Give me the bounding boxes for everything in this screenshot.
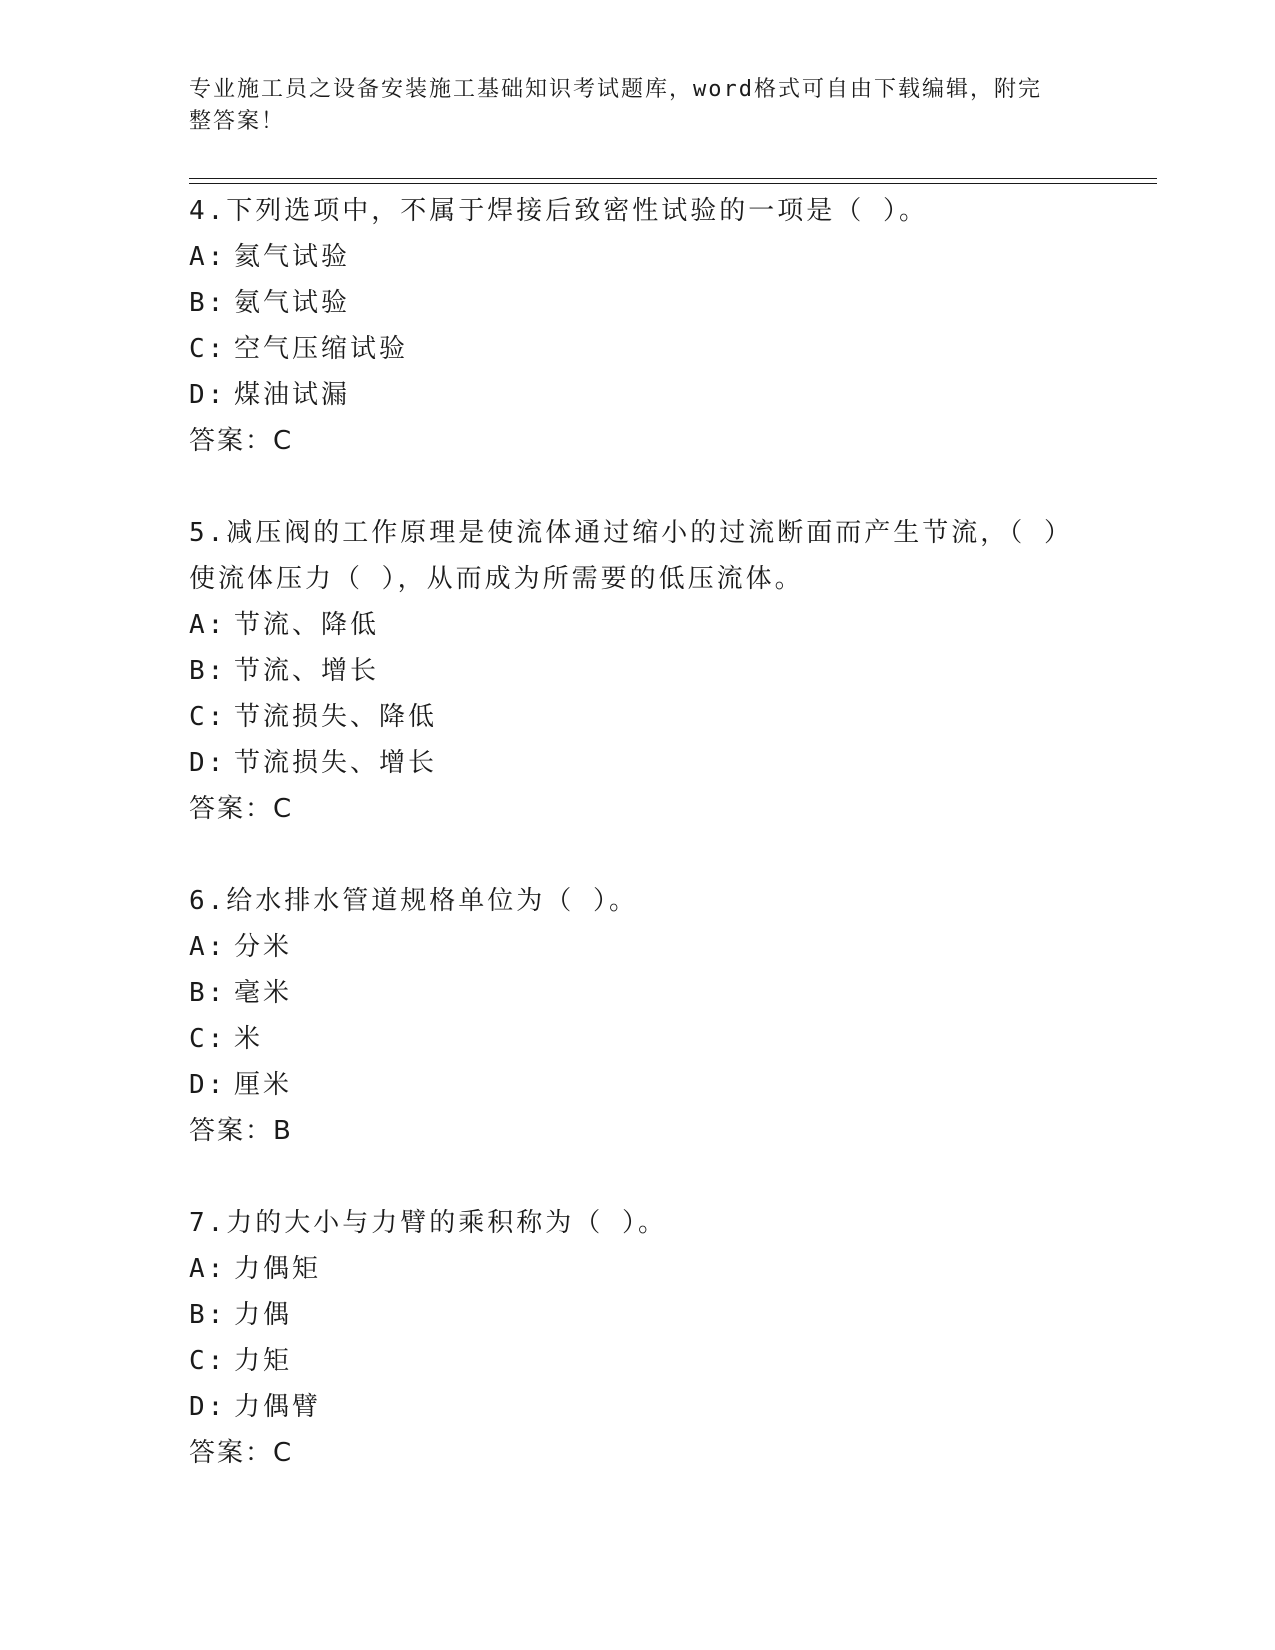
option-letter: A:	[189, 242, 227, 272]
question-text: 6.给水排水管道规格单位为（ ）。	[189, 886, 638, 916]
option-letter: B:	[189, 1300, 227, 1330]
option-text: 厘米	[234, 1070, 293, 1100]
option-b	[189, 1292, 1089, 1338]
answer-line	[189, 1108, 1089, 1154]
question-6	[189, 878, 1089, 1154]
answer-value: B	[273, 1116, 292, 1146]
question-5	[189, 510, 1089, 832]
option-d	[189, 372, 1089, 418]
option-a	[189, 234, 1089, 280]
option-text: 米	[234, 1024, 264, 1054]
option-text: 毫米	[234, 978, 293, 1008]
question-7	[189, 1200, 1089, 1476]
option-a	[189, 1246, 1089, 1292]
option-letter: B:	[189, 288, 227, 318]
question-4	[189, 188, 1089, 464]
header-divider-bottom	[189, 183, 1157, 184]
option-c	[189, 694, 1089, 740]
option-letter: B:	[189, 978, 227, 1008]
option-c	[189, 1016, 1089, 1062]
answer-label: 答案：	[189, 1438, 274, 1468]
option-text: 煤油试漏	[234, 380, 351, 410]
option-letter: D:	[189, 1392, 227, 1422]
option-text: 节流、降低	[234, 610, 380, 640]
option-b	[189, 648, 1089, 694]
option-b	[189, 280, 1089, 326]
question-text-continued: 使流体压力（ ），从而成为所需要的低压流体。	[189, 564, 804, 594]
option-letter: B:	[189, 656, 227, 686]
option-letter: D:	[189, 748, 227, 778]
option-c	[189, 1338, 1089, 1384]
document-header	[189, 74, 1069, 138]
option-text: 力偶矩	[234, 1254, 322, 1284]
option-text: 节流损失、降低	[234, 702, 438, 732]
option-c	[189, 326, 1089, 372]
option-d	[189, 740, 1089, 786]
answer-line	[189, 1430, 1089, 1476]
option-letter: A:	[189, 1254, 227, 1284]
option-letter: A:	[189, 610, 227, 640]
question-text: 4.下列选项中，不属于焊接后致密性试验的一项是（ ）。	[189, 196, 928, 226]
answer-value: C	[273, 794, 293, 824]
answer-line	[189, 786, 1089, 832]
answer-label: 答案：	[189, 1116, 274, 1146]
answer-label: 答案：	[189, 794, 274, 824]
option-letter: D:	[189, 1070, 227, 1100]
option-text: 分米	[234, 932, 293, 962]
header-line-2: 整答案！	[189, 109, 286, 134]
option-text: 氦气试验	[234, 242, 351, 272]
option-letter: A:	[189, 932, 227, 962]
option-b	[189, 970, 1089, 1016]
option-letter: C:	[189, 1024, 227, 1054]
option-text: 力矩	[234, 1346, 293, 1376]
answer-line	[189, 418, 1089, 464]
option-d	[189, 1384, 1089, 1430]
option-text: 节流损失、增长	[234, 748, 438, 778]
question-text: 5.减压阀的工作原理是使流体通过缩小的过流断面而产生节流，（ ）	[189, 518, 1073, 548]
answer-value: C	[273, 1438, 293, 1468]
header-divider-top	[189, 178, 1157, 179]
question-list	[189, 188, 1089, 1522]
header-line-1: 专业施工员之设备安装施工基础知识考试题库，word格式可自由下载编辑，附完	[189, 77, 1042, 102]
answer-value: C	[273, 426, 293, 456]
answer-label: 答案：	[189, 426, 274, 456]
option-letter: C:	[189, 1346, 227, 1376]
option-a	[189, 602, 1089, 648]
option-letter: C:	[189, 702, 227, 732]
option-text: 力偶	[234, 1300, 293, 1330]
option-letter: C:	[189, 334, 227, 364]
option-text: 空气压缩试验	[234, 334, 409, 364]
question-text: 7.力的大小与力臂的乘积称为（ ）。	[189, 1208, 667, 1238]
option-a	[189, 924, 1089, 970]
option-text: 节流、增长	[234, 656, 380, 686]
option-text: 力偶臂	[234, 1392, 322, 1422]
option-text: 氨气试验	[234, 288, 351, 318]
option-d	[189, 1062, 1089, 1108]
option-letter: D:	[189, 380, 227, 410]
